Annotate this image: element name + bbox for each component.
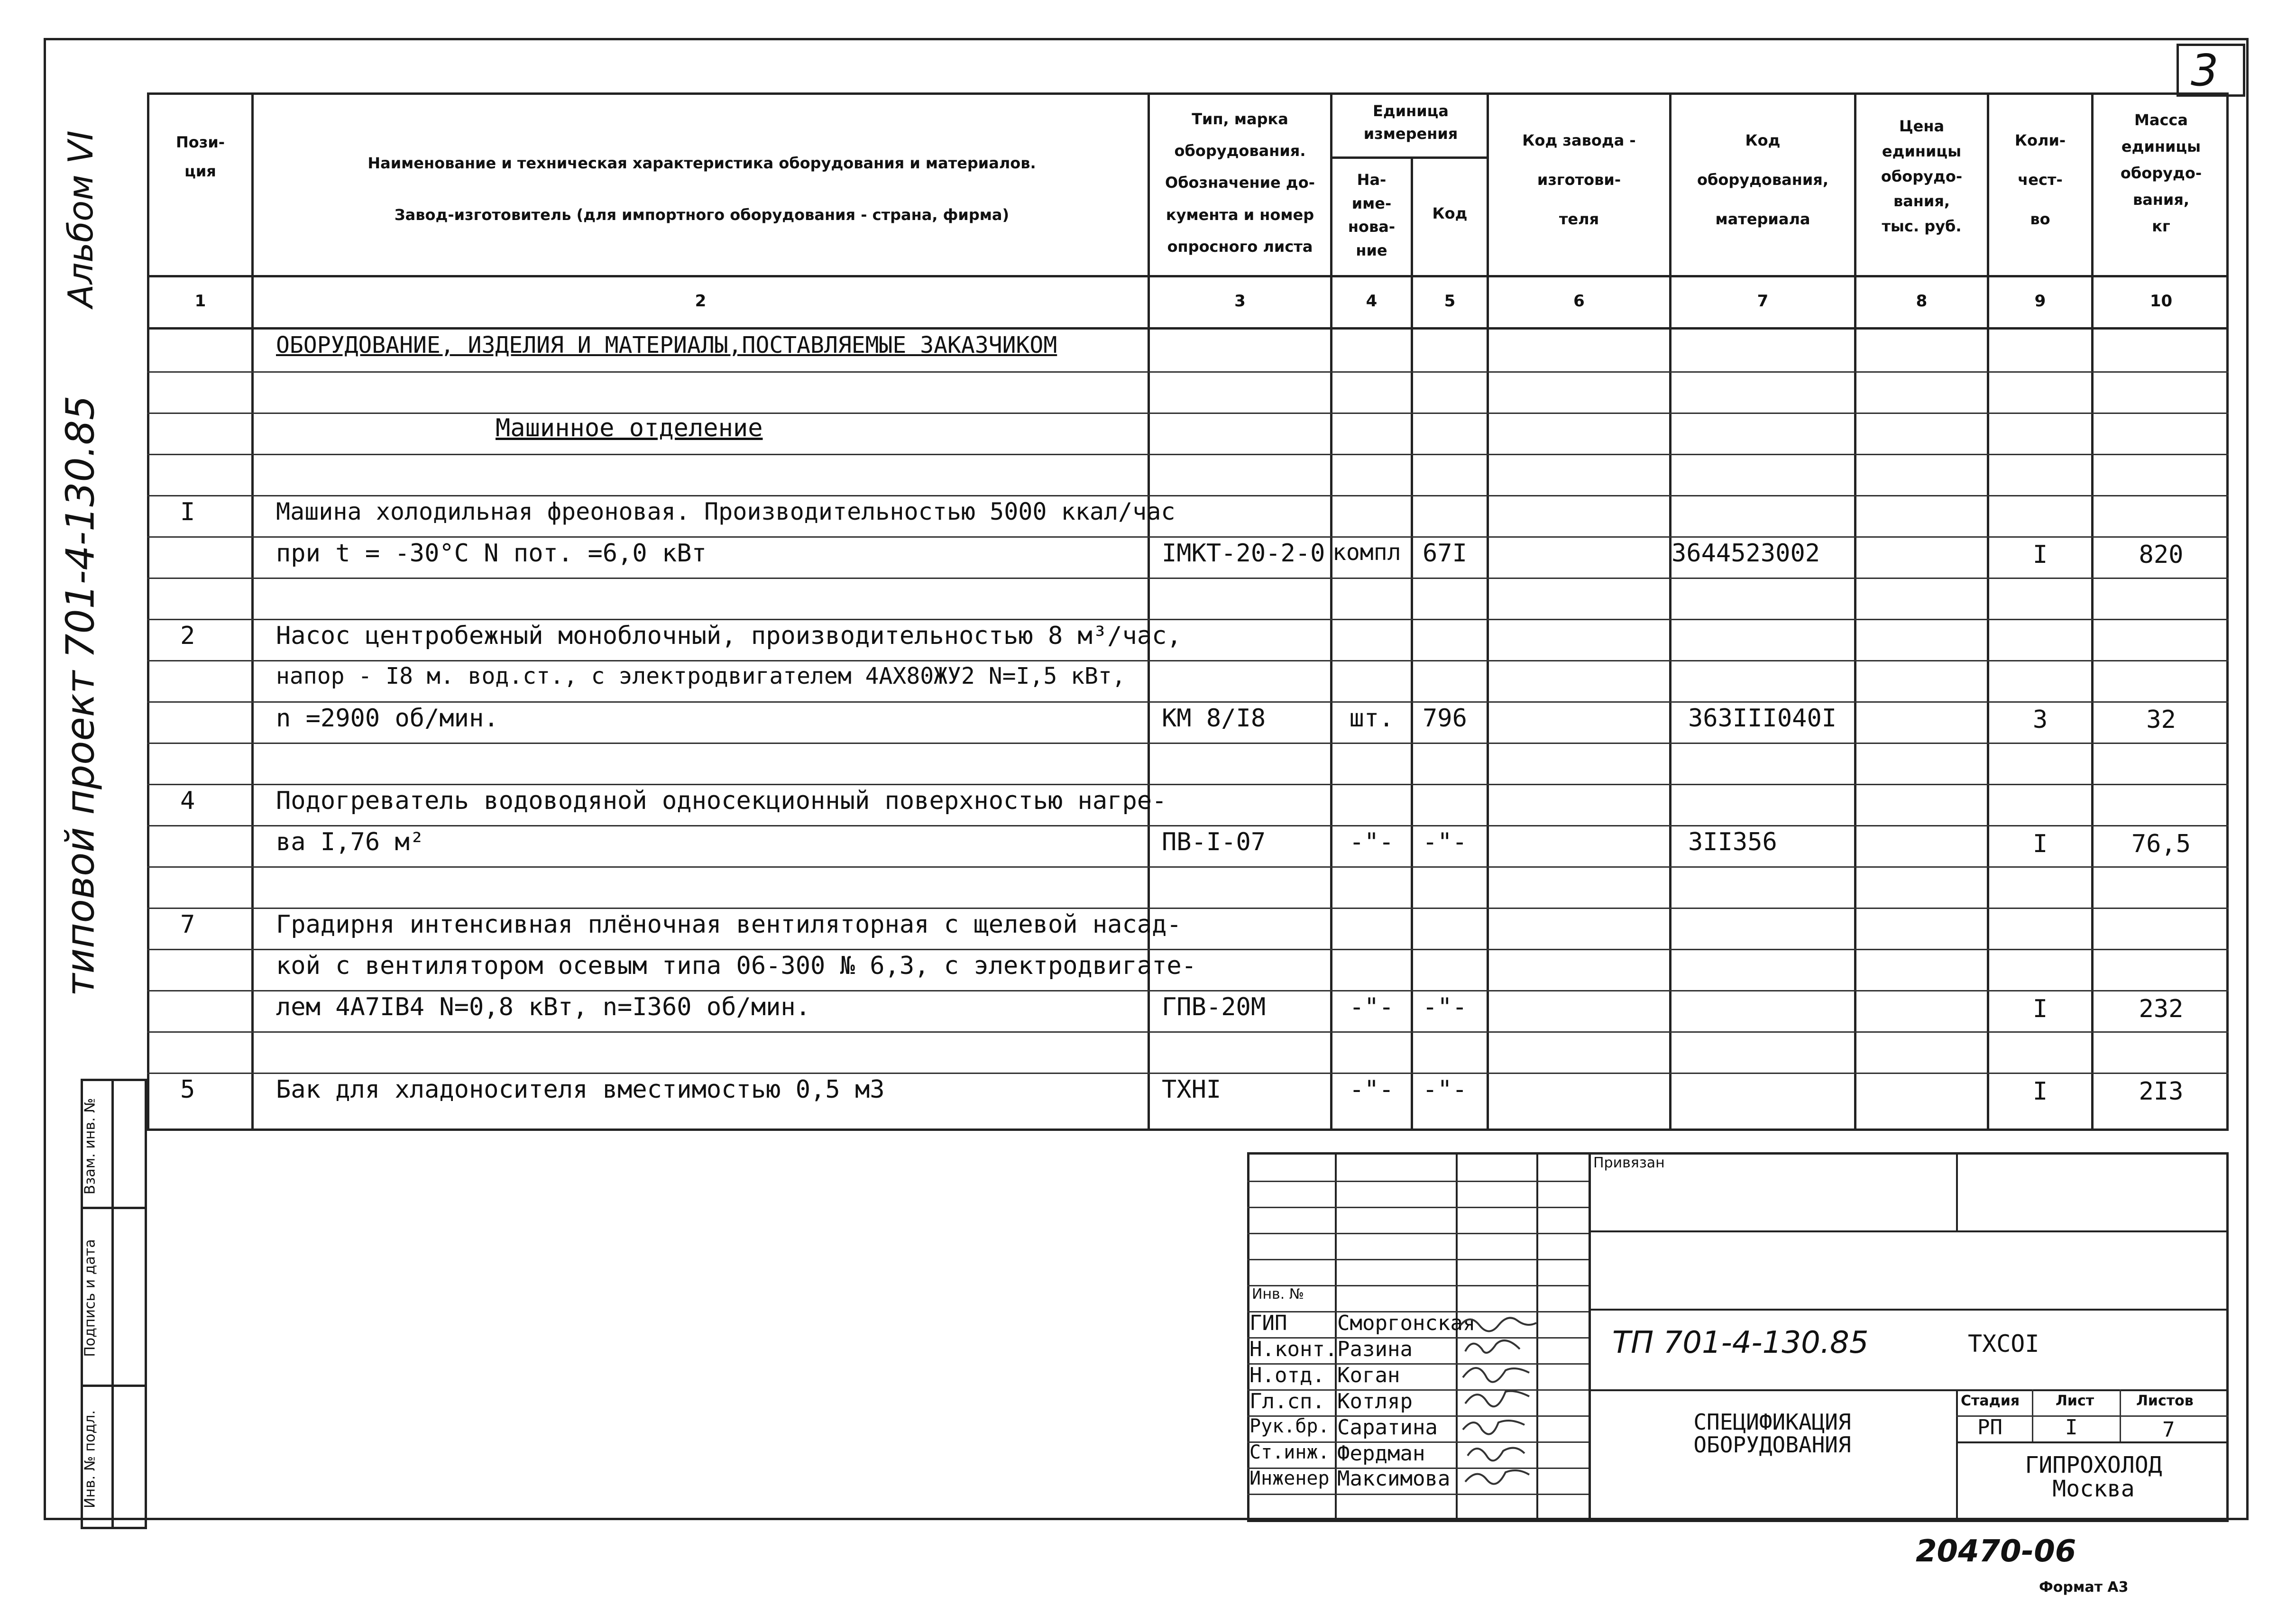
item-desc-line: ва I,76 м² bbox=[276, 828, 425, 856]
header-col5: Код bbox=[1432, 204, 1468, 222]
col-number-5: 5 bbox=[1444, 292, 1456, 311]
stamp-org: ГИПРОХОЛОД Москва bbox=[2025, 1452, 2162, 1503]
item-mass: 232 bbox=[2139, 995, 2184, 1023]
item-desc-line: Насос центробежный моноблочный, производительностью 8 м³/час, bbox=[276, 622, 1182, 650]
item-mass: 2I3 bbox=[2139, 1077, 2184, 1106]
stamp-role: Н.конт. bbox=[1249, 1337, 1338, 1361]
header-col2: Наименование и техническая характеристика оборудования и материалов. Завод-изготовитель (для импортного оборудования - страна, фирма) bbox=[367, 154, 1036, 224]
stamp-name: Фердман bbox=[1337, 1441, 1425, 1466]
vline-1 bbox=[251, 92, 254, 1131]
item-pos: 2 bbox=[180, 622, 195, 650]
item-mass: 76,5 bbox=[2131, 830, 2191, 858]
stamp-privyazan: Привязан bbox=[1593, 1155, 1665, 1171]
stamp-hline bbox=[1956, 1441, 2229, 1443]
stamp-hline bbox=[1247, 1207, 1589, 1208]
stamp-stage-label: Стадия bbox=[1961, 1393, 2020, 1409]
item-unit: компл bbox=[1332, 539, 1401, 566]
item-unit-code: 796 bbox=[1423, 704, 1467, 733]
left-stamp-label-vzam: Взам. инв. № bbox=[82, 1098, 99, 1195]
stamp-hline bbox=[1247, 1259, 1589, 1260]
item-type: IМКТ-20-2-0 bbox=[1162, 539, 1325, 568]
header-col7: Код оборудования, материала bbox=[1697, 131, 1828, 229]
item-equip-code: 363III040I bbox=[1688, 704, 1837, 733]
stamp-doc-number: ТП 701-4-130.85 bbox=[1612, 1325, 1869, 1360]
header-col4: На- име- нова- ние bbox=[1348, 171, 1396, 259]
vline-5 bbox=[1487, 92, 1489, 1131]
item-type: ПВ-I-07 bbox=[1162, 828, 1266, 856]
stamp-inv-label: Инв. № bbox=[1252, 1286, 1304, 1303]
item-pos: 7 bbox=[180, 910, 195, 939]
item-desc-line: лем 4А7IВ4 N=0,8 кВт, n=I360 об/мин. bbox=[276, 993, 811, 1021]
stamp-hline bbox=[1589, 1230, 2229, 1232]
item-desc-line: n =2900 об/мин. bbox=[276, 704, 499, 733]
sheet-number: 3 bbox=[2191, 45, 2219, 96]
stamp-sheet-label: Лист bbox=[2056, 1393, 2094, 1409]
stamp-role: Н.отд. bbox=[1249, 1363, 1325, 1387]
stamp-name: Максимова bbox=[1337, 1467, 1451, 1491]
left-stamp-label-inv: Инв. № подл. bbox=[82, 1410, 99, 1508]
stamp-name: Котляр bbox=[1337, 1389, 1413, 1413]
left-stamp-label-sign: Подпись и дата bbox=[82, 1239, 99, 1357]
item-equip-code: 3644523002 bbox=[1671, 539, 1820, 568]
col-number-4: 4 bbox=[1366, 292, 1378, 311]
stamp-role: Рук.бр. bbox=[1249, 1415, 1330, 1437]
vline-7 bbox=[1854, 92, 1856, 1131]
item-desc-line: Градирня интенсивная плёночная вентиляторная с щелевой насад- bbox=[276, 910, 1182, 939]
colnum-line bbox=[147, 327, 2229, 330]
section-title: ОБОРУДОВАНИЕ, ИЗДЕЛИЯ И МАТЕРИАЛЫ,ПОСТАВЛЯЕМЫЕ ЗАКАЗЧИКОМ bbox=[276, 332, 1057, 358]
row-line bbox=[147, 990, 2229, 991]
stamp-vline bbox=[1956, 1389, 1958, 1522]
row-line bbox=[147, 866, 2229, 868]
stamp-hline bbox=[1589, 1389, 2229, 1391]
stamp-sheets: 7 bbox=[2162, 1418, 2175, 1442]
row-line bbox=[147, 1073, 2229, 1074]
item-equip-code: 3II356 bbox=[1688, 828, 1777, 856]
item-unit: шт. bbox=[1349, 704, 1394, 733]
item-unit: -"- bbox=[1349, 993, 1394, 1021]
item-mass: 820 bbox=[2139, 541, 2184, 569]
stamp-hline bbox=[1247, 1181, 1589, 1182]
row-line bbox=[147, 825, 2229, 826]
stamp-sheet: I bbox=[2065, 1415, 2078, 1440]
item-mass: 32 bbox=[2146, 706, 2176, 734]
stamp-vline bbox=[2032, 1389, 2033, 1441]
item-pos: 5 bbox=[180, 1075, 195, 1104]
header-line bbox=[147, 275, 2229, 277]
row-line bbox=[147, 784, 2229, 785]
signatures-graphic bbox=[1456, 1311, 1539, 1496]
stamp-role: Гл.сп. bbox=[1249, 1389, 1325, 1413]
item-unit: -"- bbox=[1349, 828, 1394, 856]
col-number-8: 8 bbox=[1916, 292, 1928, 311]
item-desc-line: Подогреватель водоводяной односекционный поверхностью нагре- bbox=[276, 787, 1167, 815]
col-number-3: 3 bbox=[1234, 292, 1246, 311]
vline-6 bbox=[1669, 92, 1671, 1131]
item-type: ГПВ-20М bbox=[1162, 993, 1266, 1021]
row-line bbox=[147, 371, 2229, 373]
item-unit-code: -"- bbox=[1423, 1075, 1467, 1104]
item-pos: I bbox=[180, 498, 195, 526]
col-number-2: 2 bbox=[695, 292, 707, 311]
row-line bbox=[147, 701, 2229, 703]
row-line bbox=[147, 578, 2229, 579]
side-project-title: типовой проект 701-4-130.85 bbox=[58, 395, 103, 997]
row-line bbox=[147, 908, 2229, 909]
stamp-role: ГИП bbox=[1249, 1311, 1287, 1335]
left-stamp-divider-2 bbox=[81, 1385, 147, 1387]
item-qty: I bbox=[2032, 995, 2048, 1023]
row-line bbox=[147, 536, 2229, 538]
left-stamp-divider-v bbox=[111, 1079, 114, 1529]
item-type: ТХНI bbox=[1162, 1075, 1221, 1104]
stamp-role: Ст.инж. bbox=[1249, 1441, 1330, 1463]
row-line bbox=[147, 454, 2229, 455]
vline-9 bbox=[2091, 92, 2094, 1131]
stamp-hline bbox=[1589, 1309, 2229, 1311]
item-desc-line: напор - I8 м. вод.ст., с электродвигателем 4АХ80ЖУ2 N=I,5 кВт, bbox=[276, 663, 1126, 689]
unit-header-split bbox=[1330, 156, 1489, 159]
header-col6: Код завода - изготови- теля bbox=[1522, 131, 1636, 229]
item-desc-line: Машина холодильная фреоновая. Производительностью 5000 ккал/час bbox=[276, 498, 1176, 525]
col-number-7: 7 bbox=[1757, 292, 1769, 311]
item-unit: -"- bbox=[1349, 1075, 1394, 1104]
item-desc-line: Бак для хладоносителя вместимостью 0,5 м3 bbox=[276, 1075, 885, 1104]
item-desc-line: при t = -30°С N пот. =6,0 кВт bbox=[276, 539, 707, 568]
col-number-10: 10 bbox=[2149, 292, 2173, 311]
header-col9: Коли- чест- во bbox=[2014, 131, 2066, 229]
col-number-6: 6 bbox=[1573, 292, 1585, 311]
stamp-doc-code: ТХСОI bbox=[1968, 1330, 2039, 1358]
side-album-title: Альбом VI bbox=[61, 130, 101, 308]
item-unit-code: 67I bbox=[1423, 539, 1467, 568]
row-line bbox=[147, 619, 2229, 620]
row-line bbox=[147, 1031, 2229, 1033]
stamp-hline bbox=[1247, 1233, 1589, 1234]
header-col3: Тип, марка оборудования. Обозначение до- кумента и номер опросного листа bbox=[1165, 110, 1315, 256]
item-unit-code: -"- bbox=[1423, 828, 1467, 856]
col-number-1: 1 bbox=[194, 292, 206, 311]
vline-8 bbox=[1987, 92, 1989, 1131]
footer-number: 20470-06 bbox=[1916, 1534, 2076, 1569]
stamp-vline bbox=[1589, 1152, 1591, 1522]
stamp-name: Сморгонская bbox=[1337, 1311, 1476, 1335]
col-number-9: 9 bbox=[2034, 292, 2046, 311]
item-unit-code: -"- bbox=[1423, 993, 1467, 1021]
row-line bbox=[147, 743, 2229, 744]
subsection-title: Машинное отделение bbox=[496, 414, 763, 442]
item-desc-line: кой с вентилятором осевым типа 06-300 № 6,3, с электродвигате- bbox=[276, 952, 1197, 980]
stamp-name: Саратина bbox=[1337, 1415, 1438, 1440]
stamp-name: Коган bbox=[1337, 1363, 1400, 1387]
stamp-name: Разина bbox=[1337, 1337, 1413, 1361]
item-type: КМ 8/I8 bbox=[1162, 704, 1266, 733]
item-pos: 4 bbox=[180, 787, 195, 815]
stamp-vline bbox=[1956, 1152, 1958, 1230]
header-unit: Единица измерения bbox=[1363, 102, 1458, 143]
item-qty: I bbox=[2032, 541, 2048, 569]
format-label: Формат А3 bbox=[2039, 1579, 2129, 1596]
header-col1: Пози- ция bbox=[175, 133, 225, 180]
row-line bbox=[147, 413, 2229, 414]
header-col10: Масса единицы оборудо- вания, кг bbox=[2120, 111, 2202, 235]
row-line bbox=[147, 949, 2229, 950]
item-qty: I bbox=[2032, 1077, 2048, 1106]
row-line bbox=[147, 660, 2229, 661]
stamp-role: Инженер bbox=[1249, 1468, 1330, 1489]
item-qty: I bbox=[2032, 830, 2048, 858]
stamp-title: СПЕЦИФИКАЦИЯ ОБОРУДОВАНИЯ bbox=[1693, 1409, 1851, 1458]
header-col8: Цена единицы оборудо- вания, тыс. руб. bbox=[1881, 117, 1963, 236]
stamp-vline bbox=[2120, 1389, 2121, 1441]
stamp-sheets-label: Листов bbox=[2136, 1393, 2194, 1409]
item-qty: 3 bbox=[2032, 706, 2048, 734]
stamp-stage: РП bbox=[1977, 1415, 2002, 1440]
row-line bbox=[147, 495, 2229, 496]
